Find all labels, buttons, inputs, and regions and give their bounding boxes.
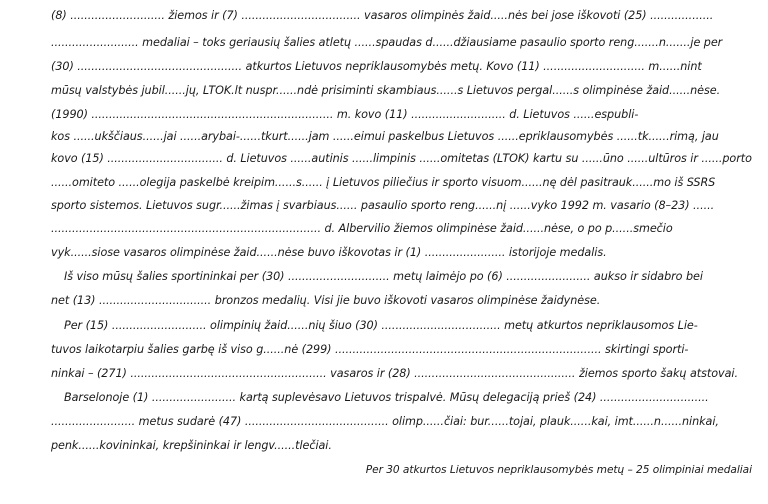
text-line-12: Iš viso mūsų šalies sportininkai per (30) ............................. metų laimėjo po (6) ........................ aukso ir sidabro bei [64,270,703,283]
text-line-2: ......................... medaliai – toks geriausių šalies atletų ......spaudas d......džiausiame pasaulio sporto reng.......n.......je per [51,36,723,49]
text-line-16: ninkai – (271) ........................................................ vasaros ir (28) .............................................. žiemos sporto šakų atstovai. [51,367,738,380]
text-line-4: mūsų valstybės jubil......jų, LTOK.lt nuspr......ndė prisiminti skambiaus......s Lietuvos pergal......s olimpinėse žaid......nėse. [51,84,721,97]
text-line-17: Barselonoje (1) ........................ kartą suplevėsavo Lietuvos trispalvė. Mūsų delegaciją prieš (24) ............................... [64,391,709,404]
text-line-9: sporto sistemos. Lietuvos sugr......žimas į svarbiaus...... pasaulio sporto reng......nį ......vyko 1992 m. vasario (8–23) ...... [51,199,715,212]
text-line-5: (1990) ..................................................................... m. kovo (11) ........................... d. Lietuvos ......espubli- [51,108,639,121]
text-line-7: kovo (15) ................................. d. Lietuvos ......autinis ......limpinis ......omitetas (LTOK) kartu su ......ūno ......ultūros ir ......porto [51,152,752,165]
exercise-caption: Per 30 atkurtos Lietuvos nepriklausomybės metų – 25 olimpiniai medaliai [365,464,752,476]
text-line-13: net (13) ................................ bronzos medalių. Visi jie buvo iškovoti vasaros olimpinėse žaidynėse. [51,294,601,307]
text-line-6: kos ......ukščiaus......jai ......arybai-......tkurt......jam ......eimui paskelbus Lietuvos ......epriklausomybės ......tk......rimą, jau [51,130,719,143]
text-line-1: (8) ........................... žiemos ir (7) .................................. vasaros olimpinės žaid.....nės bei jose iškovoti (25) .................. [51,9,714,22]
text-line-10: ............................................................................. d. Albervilio žiemos olimpinėse žaid......nėse, o po p......smečio [51,222,673,235]
text-line-11: vyk......siose vasaros olimpinėse žaid......nėse buvo iškovotas ir (1) ....................... istorijoje medalis. [51,246,607,259]
text-line-3: (30) ............................................... atkurtos Lietuvos nepriklausomybės metų. Kovo (11) ............................. m......nint [51,60,702,73]
text-line-14: Per (15) ........................... olimpinių žaid......nių šiuo (30) .................................. metų atkurtos nepriklausomos Lie- [64,319,698,332]
text-line-18: ........................ metus sudarė (47) ......................................... olimp......čiai: bur......tojai, plauk......kai, imt......n......ninkai, [51,415,719,428]
text-line-15: tuvos laikotarpiu šalies garbę iš viso g......nė (299) ............................................................................ skirtingi sporti- [51,343,689,356]
text-line-19: penk......kovininkai, krepšininkai ir lengv......tlečiai. [51,439,332,452]
text-line-8: ......omiteto ......olegija paskelbė kreipim......s...... į Lietuvos piliečius ir sporto visuom......nę dėl pasitrauk......mo iš SSRS [51,176,716,189]
